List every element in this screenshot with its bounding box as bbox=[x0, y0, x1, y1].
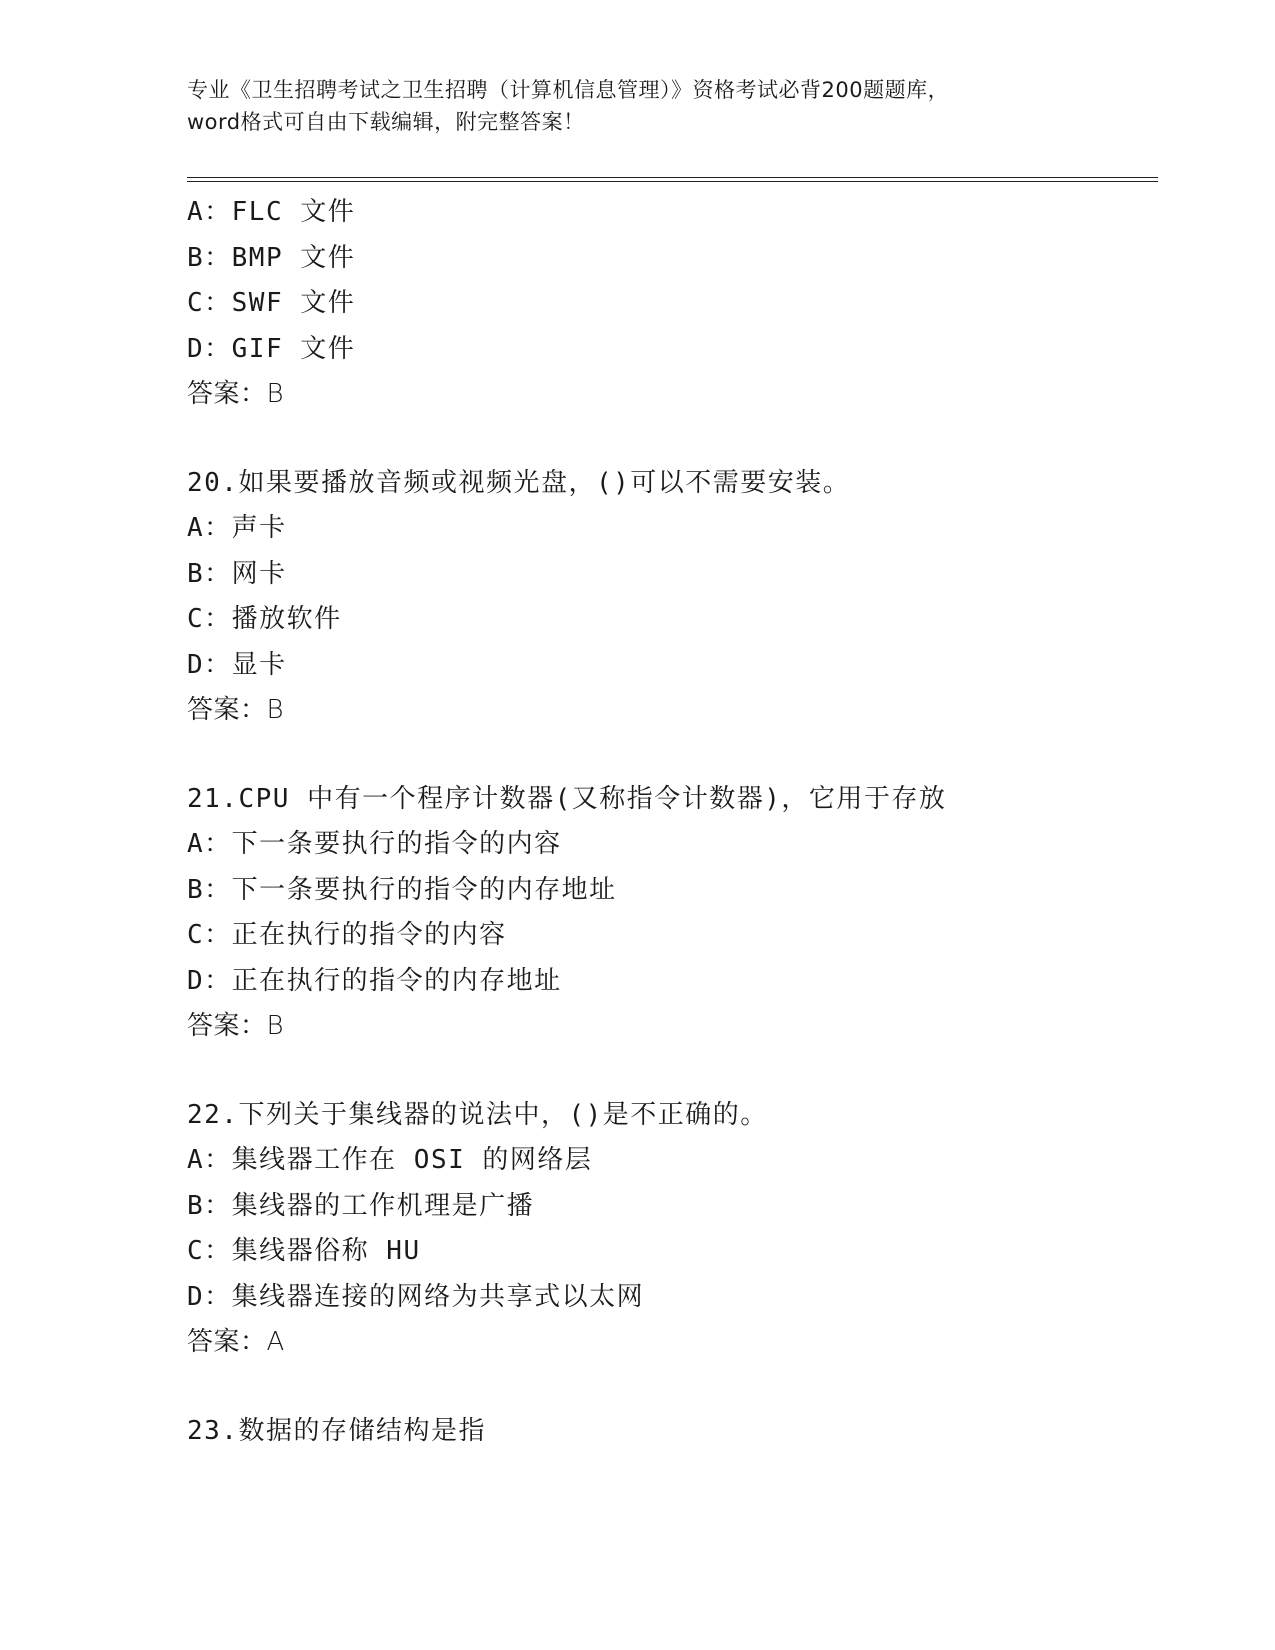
option-a: A：集线器工作在 OSI 的网络层 bbox=[187, 1145, 593, 1175]
option-c: C：播放软件 bbox=[187, 604, 342, 634]
option-a: A：下一条要执行的指令的内容 bbox=[187, 829, 562, 859]
answer-line: 答案：B bbox=[187, 695, 285, 725]
option-a: A：声卡 bbox=[187, 513, 287, 543]
option-b: B：网卡 bbox=[187, 558, 287, 589]
question-block-20 bbox=[187, 461, 1167, 734]
header-divider bbox=[187, 177, 1158, 182]
question-stem: 20.如果要播放音频或视频光盘，()可以不需要安装。 bbox=[187, 467, 851, 498]
question-block-22 bbox=[187, 1093, 1167, 1366]
option-b: B：下一条要执行的指令的内存地址 bbox=[187, 874, 617, 905]
option-d: D：集线器连接的网络为共享式以太网 bbox=[187, 1281, 645, 1312]
question-stem: 21.CPU 中有一个程序计数器(又称指令计数器)，它用于存放 bbox=[187, 783, 947, 814]
answer-line: 答案：B bbox=[187, 379, 285, 409]
question-block-23 bbox=[187, 1409, 1167, 1455]
option-d: D：GIF 文件 bbox=[187, 333, 356, 364]
header-title-line-2: word格式可自由下载编辑，附完整答案！ bbox=[187, 110, 585, 134]
spacer bbox=[187, 1050, 1167, 1093]
option-b: B：集线器的工作机理是广播 bbox=[187, 1190, 535, 1221]
spacer bbox=[187, 1366, 1167, 1409]
option-c: C：集线器俗称 HU bbox=[187, 1236, 421, 1266]
question-stem: 23.数据的存储结构是指 bbox=[187, 1415, 486, 1446]
option-d: D：显卡 bbox=[187, 649, 287, 680]
question-block-21 bbox=[187, 777, 1167, 1050]
option-c: C：正在执行的指令的内容 bbox=[187, 920, 507, 950]
header-title-line-1: 专业《卫生招聘考试之卫生招聘（计算机信息管理）》资格考试必背200题题库， bbox=[187, 78, 950, 102]
document-header bbox=[187, 74, 1087, 138]
question-list bbox=[187, 190, 1167, 1454]
option-d: D：正在执行的指令的内存地址 bbox=[187, 965, 562, 996]
question-block-19 bbox=[187, 190, 1167, 418]
question-stem: 22.下列关于集线器的说法中，()是不正确的。 bbox=[187, 1099, 768, 1130]
option-b: B：BMP 文件 bbox=[187, 242, 356, 273]
option-c: C：SWF 文件 bbox=[187, 288, 356, 318]
option-a: A：FLC 文件 bbox=[187, 197, 356, 227]
answer-line: 答案：A bbox=[187, 1327, 285, 1357]
answer-line: 答案：B bbox=[187, 1011, 285, 1041]
spacer bbox=[187, 418, 1167, 461]
spacer bbox=[187, 734, 1167, 777]
